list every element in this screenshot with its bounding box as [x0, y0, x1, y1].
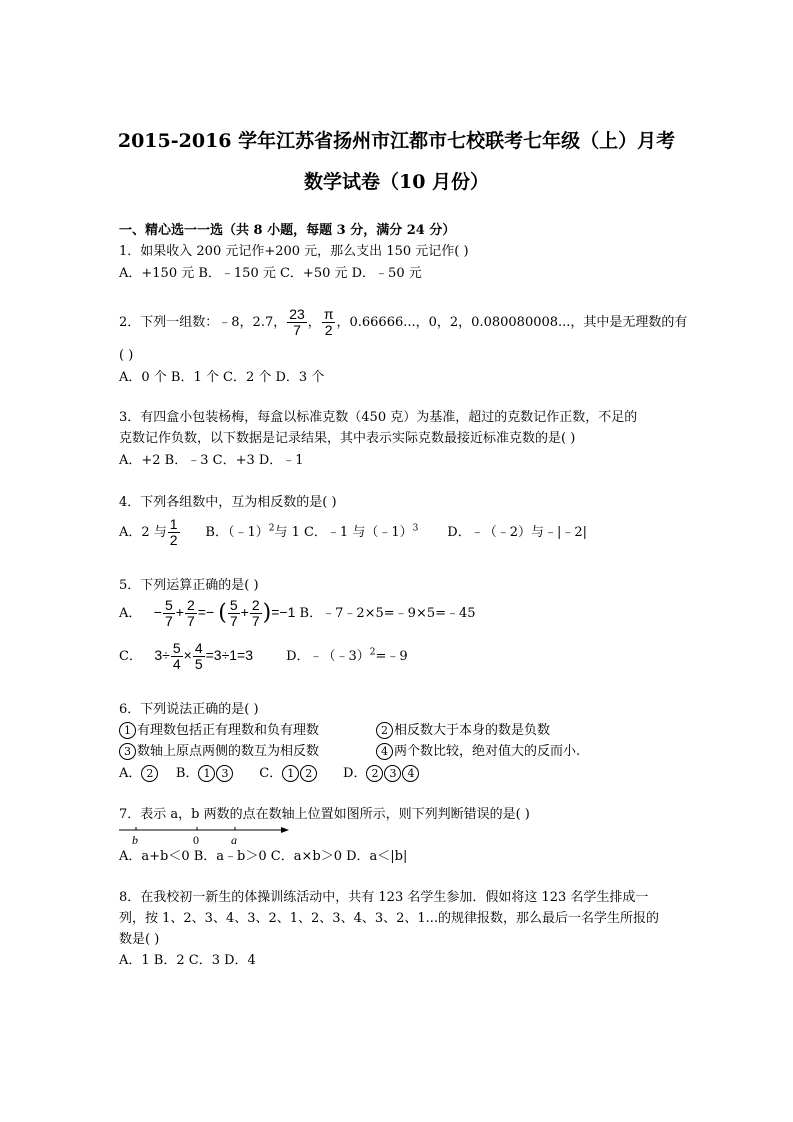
- q5-frac: $\frac{4}{5}$: [194, 640, 203, 672]
- q6-statements-row2: 3 数轴上原点两侧的数互为相反数 4 两个数比较，绝对值大的反而小.: [119, 743, 580, 761]
- q4-options: A．2 与 $\frac{1}{2}$ B．（﹣1）$^2$与 1 C．﹣1 与（﹣1）$^3$ D．﹣（﹣2）与﹣|﹣2|: [119, 516, 588, 548]
- q8-stem-line1: 8．在我校初一新生的体操训练活动中，共有 123 名学生参加．假如将这 123 名学生排成一: [119, 890, 649, 905]
- q7-stem: 7．表示 a，b 两数的点在数轴上位置如图所示，则下列判断错误的是( ): [119, 807, 530, 822]
- label-b: b: [132, 833, 138, 846]
- q6-options: A． 2 B． 1 3 C． 1 2 D． 2 3 4: [119, 765, 420, 783]
- q5-frac: $\frac{2}{7}$: [186, 597, 195, 629]
- q6-statements-row1: 1 有理数包括正有理数和负有理数 2 相反数大于本身的数是负数: [119, 722, 550, 740]
- q5-options-cd: C． 3÷ $\frac{5}{4}$ × $\frac{4}{5}$ =3÷1=3 D．﹣（﹣3）$^2$=﹣9: [119, 640, 408, 672]
- q4-fraction-1-2: $\frac{1}{2}$: [169, 516, 178, 548]
- q3-stem-line1: 3．有四盒小包装杨梅，每盒以标准克数（450 克）为基准，超过的克数记作正数，不足的: [119, 410, 638, 425]
- q2-fraction-pi-2: $\frac{\pi}{2}$: [323, 306, 334, 338]
- section-heading: 一、精心选一一选（共 8 小题，每题 3 分，满分 24 分）: [119, 223, 456, 238]
- q2-fraction-23-7: $\frac{23}{7}$: [289, 306, 305, 338]
- circled-number: 4: [402, 765, 419, 782]
- q7-options: A．a+b＜0 B．a﹣b＞0 C．a×b＞0 D．a＜|b|: [119, 849, 408, 864]
- circled-number: 2: [376, 722, 393, 739]
- circled-number: 2: [366, 765, 383, 782]
- q8-stem-line3: 数是( ): [119, 932, 160, 947]
- arrow-icon: [281, 827, 289, 833]
- q5-frac: $\frac{5}{7}$: [229, 597, 238, 629]
- circled-number: 3: [216, 765, 233, 782]
- q3-options: A．+2 B．﹣3 C．+3 D．﹣1: [119, 453, 304, 468]
- circled-number: 1: [198, 765, 215, 782]
- label-0: 0: [193, 833, 199, 846]
- label-a: a: [231, 833, 237, 846]
- page-title-line1: 2015-2016 学年江苏省扬州市江都市七校联考七年级（上）月考: [117, 130, 676, 152]
- q5-frac: $\frac{5}{4}$: [172, 640, 181, 672]
- circled-number: 1: [282, 765, 299, 782]
- circled-number: 1: [119, 722, 136, 739]
- circled-number: 3: [119, 743, 136, 760]
- q2-options: A．0 个 B．1 个 C．2 个 D．3 个: [119, 370, 325, 385]
- circled-number: 2: [141, 765, 158, 782]
- q3-stem-line2: 克数记作负数，以下数据是记录结果，其中表示实际克数最接近标准克数的是( ): [119, 431, 576, 446]
- q5-stem: 5．下列运算正确的是( ): [119, 578, 259, 593]
- q8-options: A．1 B．2 C．3 D．4: [119, 953, 256, 968]
- q2-stem-a: 2．下列一组数：﹣8，2.7，: [119, 315, 287, 330]
- q5-options-ab: A． − $\frac{5}{7}$ + $\frac{2}{7}$ =− ( $\frac{5}{7}$ + $\frac{2}{7}$ )=−1 B．﹣7﹣2×5=﹣9×5=﹣45: [119, 597, 476, 629]
- q1-options: A．+150 元 B．﹣150 元 C．+50 元 D．﹣50 元: [119, 266, 422, 281]
- q8-stem-line2: 列，按 1、2、3、4、3、2、1、2、3、4、3、2、1...的规律报数，那么最后一名学生所报的: [119, 911, 660, 926]
- q5-frac: $\frac{5}{7}$: [164, 597, 173, 629]
- q2-stem-b: ，0.66666...，0，2，0.080080008...，其中是无理数的有: [336, 315, 688, 330]
- circled-number: 2: [300, 765, 317, 782]
- q2-stem: 2．下列一组数：﹣8，2.7， $\frac{23}{7}$ ， $\frac{\pi}{2}$ ，0.66666...，0，2，0.080080008...，其中是无理数的有: [119, 306, 688, 338]
- q1-stem: 1．如果收入 200 元记作+200 元，那么支出 150 元记作( ): [119, 244, 469, 259]
- q5-frac: $\frac{2}{7}$: [251, 597, 260, 629]
- q4-stem: 4．下列各组数中，互为相反数的是( ): [119, 495, 337, 510]
- q2-stem-paren: ( ): [119, 348, 134, 363]
- circled-number: 3: [384, 765, 401, 782]
- q6-stem: 6．下列说法正确的是( ): [119, 702, 259, 717]
- circled-number: 4: [376, 743, 393, 760]
- number-line-figure: [119, 822, 289, 846]
- page-title-line2: 数学试卷（10 月份）: [303, 171, 490, 193]
